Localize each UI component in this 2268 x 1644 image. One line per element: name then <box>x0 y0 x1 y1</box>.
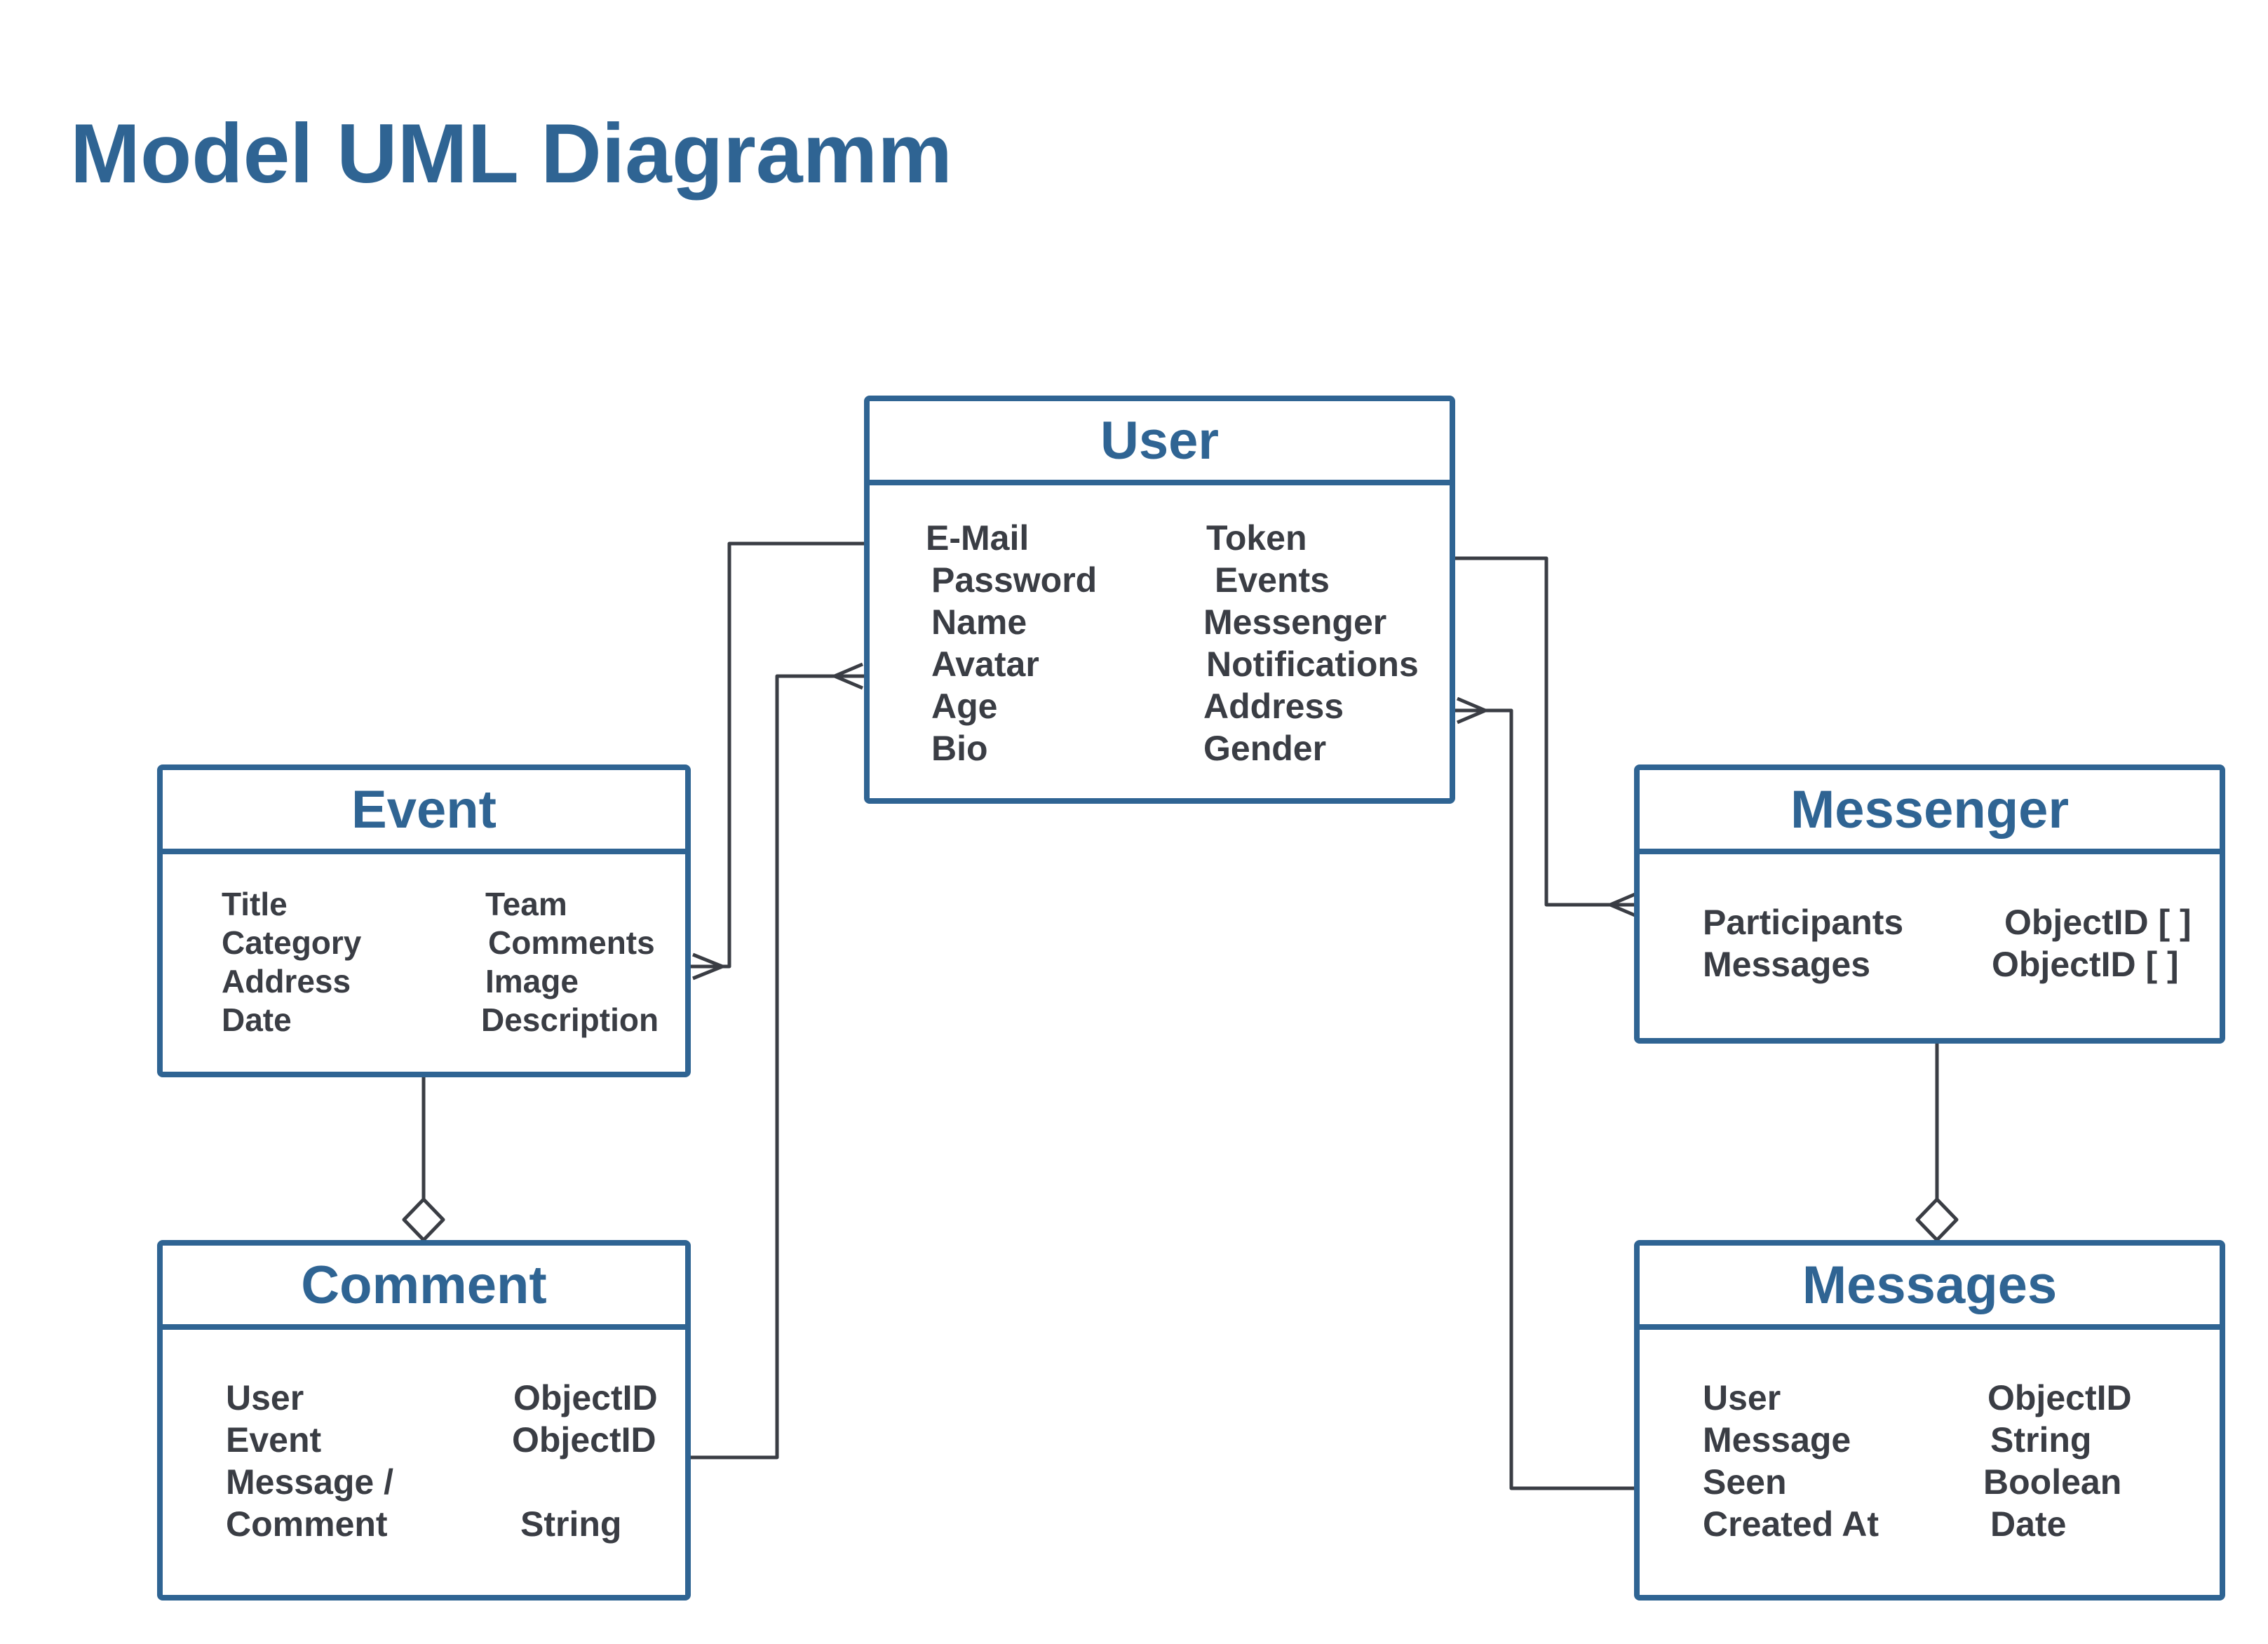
entity-user[interactable] <box>864 396 1455 804</box>
page-title: Model UML Diagramm <box>70 107 952 201</box>
aggregation-diamond-messages <box>1917 1199 1957 1240</box>
entity-comment[interactable] <box>157 1240 691 1601</box>
entity-user-header <box>870 401 1450 485</box>
entity-user-title: User <box>1100 410 1219 471</box>
attr-row <box>163 1504 685 1546</box>
entity-messenger-header <box>1640 770 2220 854</box>
attr-row <box>163 924 685 962</box>
entity-event-title: Event <box>351 779 497 840</box>
attr-name: Address <box>222 963 351 999</box>
attr-type: ObjectID <box>513 1378 658 1417</box>
attr-type: Gender <box>1203 729 1327 768</box>
attr-type: Events <box>1215 560 1330 600</box>
attr-row <box>870 686 1450 728</box>
attr-row <box>163 1462 685 1504</box>
attr-name: Category <box>222 924 362 961</box>
attr-name: User <box>226 1378 304 1417</box>
entity-messages-header <box>1640 1246 2220 1330</box>
attr-name: Messages <box>1703 945 1871 984</box>
attr-row <box>163 1420 685 1462</box>
attr-type: Boolean <box>1983 1462 2122 1502</box>
connector-user-messenger <box>1455 558 1641 905</box>
attr-type: ObjectID [ ] <box>2004 903 2192 942</box>
attr-row <box>1640 1462 2220 1504</box>
attr-row <box>163 885 685 924</box>
entity-messages[interactable] <box>1634 1240 2225 1601</box>
attr-name: Seen <box>1703 1462 1787 1502</box>
attr-name: Name <box>931 602 1027 642</box>
attr-row <box>870 728 1450 770</box>
attr-row <box>870 560 1450 602</box>
attr-row <box>163 1377 685 1420</box>
attr-name: E-Mail <box>926 518 1030 558</box>
attr-type: Address <box>1203 687 1344 726</box>
attr-type: Comments <box>488 924 655 961</box>
attr-type: String <box>520 1504 622 1544</box>
attr-row <box>163 1001 685 1039</box>
attr-type: Description <box>481 1002 659 1038</box>
attr-type: Team <box>485 886 567 922</box>
attr-name: Avatar <box>931 645 1039 684</box>
attr-name: Message / <box>226 1462 394 1502</box>
entity-comment-header <box>163 1246 685 1330</box>
attr-name: Created At <box>1703 1504 1879 1544</box>
attr-row <box>1640 944 2220 986</box>
attr-row <box>1640 1377 2220 1420</box>
entity-messenger-title: Messenger <box>1790 779 2070 840</box>
attr-name: Event <box>226 1420 322 1460</box>
attr-type: Notifications <box>1206 645 1419 684</box>
entity-messages-title: Messages <box>1802 1255 2058 1315</box>
attr-type: Date <box>1990 1504 2067 1544</box>
entity-event-header <box>163 770 685 854</box>
attr-name: User <box>1703 1378 1781 1417</box>
attr-row <box>870 602 1450 644</box>
entity-comment-title: Comment <box>301 1255 547 1315</box>
attr-name: Date <box>222 1002 292 1038</box>
attr-row <box>870 644 1450 686</box>
attr-name: Password <box>931 560 1098 600</box>
attr-type: ObjectID <box>1987 1378 2132 1417</box>
attr-type: ObjectID [ ] <box>1992 945 2179 984</box>
attr-row <box>1640 902 2220 944</box>
attr-name: Bio <box>931 729 988 768</box>
connector-comment-user <box>691 676 865 1457</box>
aggregation-diamond-comment <box>404 1199 443 1240</box>
attr-type: ObjectID <box>512 1420 656 1460</box>
attr-type: String <box>1990 1420 2092 1460</box>
attr-name: Participants <box>1703 903 1904 942</box>
attr-type: Token <box>1206 518 1307 558</box>
attr-type: Image <box>485 963 579 999</box>
attr-name: Message <box>1703 1420 1851 1460</box>
attr-type: Messenger <box>1203 602 1387 642</box>
attr-name: Comment <box>226 1504 388 1544</box>
attr-row <box>1640 1420 2220 1462</box>
attr-row <box>870 518 1450 560</box>
entity-messenger[interactable] <box>1634 764 2225 1044</box>
entity-event[interactable] <box>157 764 691 1077</box>
attr-name: Age <box>931 687 998 726</box>
attr-row <box>163 962 685 1001</box>
attr-name: Title <box>222 886 288 922</box>
attr-row <box>1640 1504 2220 1546</box>
